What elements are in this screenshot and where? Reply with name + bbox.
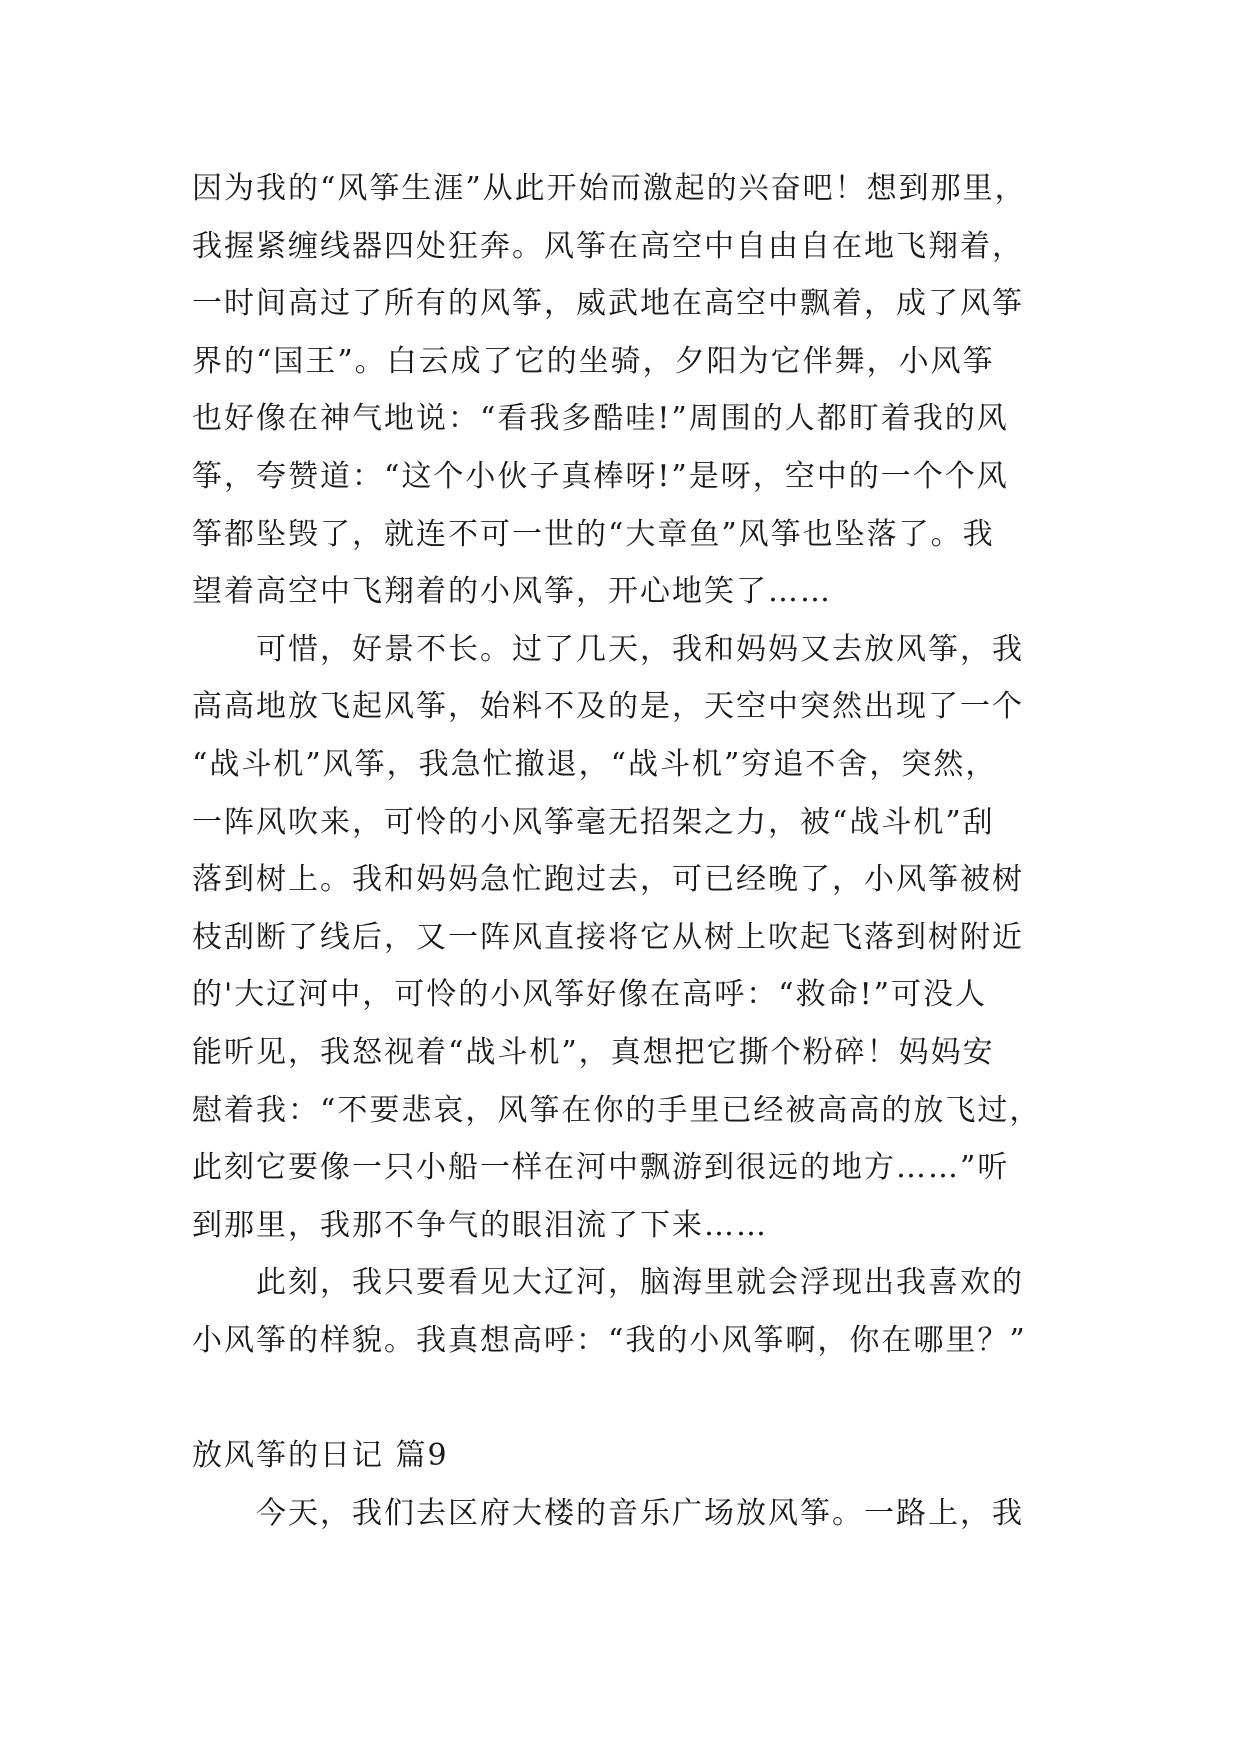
text-line: 高高地放飞起风筝，始料不及的是，天空中突然出现了一个 [192,689,1024,725]
paragraph [192,160,1062,621]
text-line: 因为我的“风筝生涯”从此开始而激起的兴奋吧！想到那里， [192,171,1027,206]
text-line: 一时间高过了所有的风筝，威武地在高空中飘着，成了风筝 [192,286,1024,322]
text-line: 此刻它要像一只小船一样在河中飘游到很远的地方……”听 [192,1150,1010,1186]
text-line: 一阵风吹来，可怜的小风筝毫无招架之力，被“战斗机”刮 [192,804,995,840]
text-line: 界的“国王”。白云成了它的坐骑，夕阳为它伴舞，小风筝 [192,343,995,379]
text-line: 可惜，好景不长。过了几天，我和妈妈又去放风筝，我 [256,631,1024,667]
text-line: 我握紧缠线器四处狂奔。风筝在高空中自由自在地飞翔着， [192,228,1024,264]
paragraph [192,1254,1062,1369]
document-body [192,160,1062,1542]
text-line: 此刻，我只要看见大辽河，脑海里就会浮现出我喜欢的 [256,1265,1024,1301]
paragraph [192,621,1062,1255]
section-heading: 放风筝的日记 篇9 [192,1438,449,1474]
text-line: 的'大辽河中，可怜的小风筝好像在高呼：“救命!”可没人 [192,977,987,1013]
text-line: 到那里，我那不争气的眼泪流了下来…… [192,1207,768,1243]
text-line: 小风筝的样貌。我真想高呼：“我的小风筝啊，你在哪里？” [192,1322,1027,1358]
text-line: 能听见，我怒视着“战斗机”，真想把它撕个粉碎！妈妈安 [192,1034,995,1070]
paragraph [192,1485,1062,1543]
text-line: 望着高空中飞翔着的小风筝，开心地笑了…… [192,574,832,610]
text-line: 今天，我们去区府大楼的音乐广场放风筝。一路上，我 [256,1495,1024,1531]
blank-line [192,1369,1062,1427]
text-line: 筝都坠毁了，就连不可一世的“大章鱼”风筝也坠落了。我 [192,516,995,552]
text-line: 枝刮断了线后，又一阵风直接将它从树上吹起飞落到树附近 [192,919,1024,955]
text-line: 慰着我：“不要悲哀，风筝在你的手里已经被高高的放飞过， [192,1092,1042,1128]
text-line: “战斗机”风筝，我急忙撤退，“战斗机”穷追不舍，突然， [192,746,998,782]
text-line: 筝，夸赞道：“这个小伙子真棒呀!”是呀，空中的一个个风 [192,458,1009,494]
text-line: 落到树上。我和妈妈急忙跑过去，可已经晚了，小风筝被树 [192,862,1024,898]
text-line: 也好像在神气地说：“看我多酷哇!”周围的人都盯着我的风 [192,401,1009,437]
